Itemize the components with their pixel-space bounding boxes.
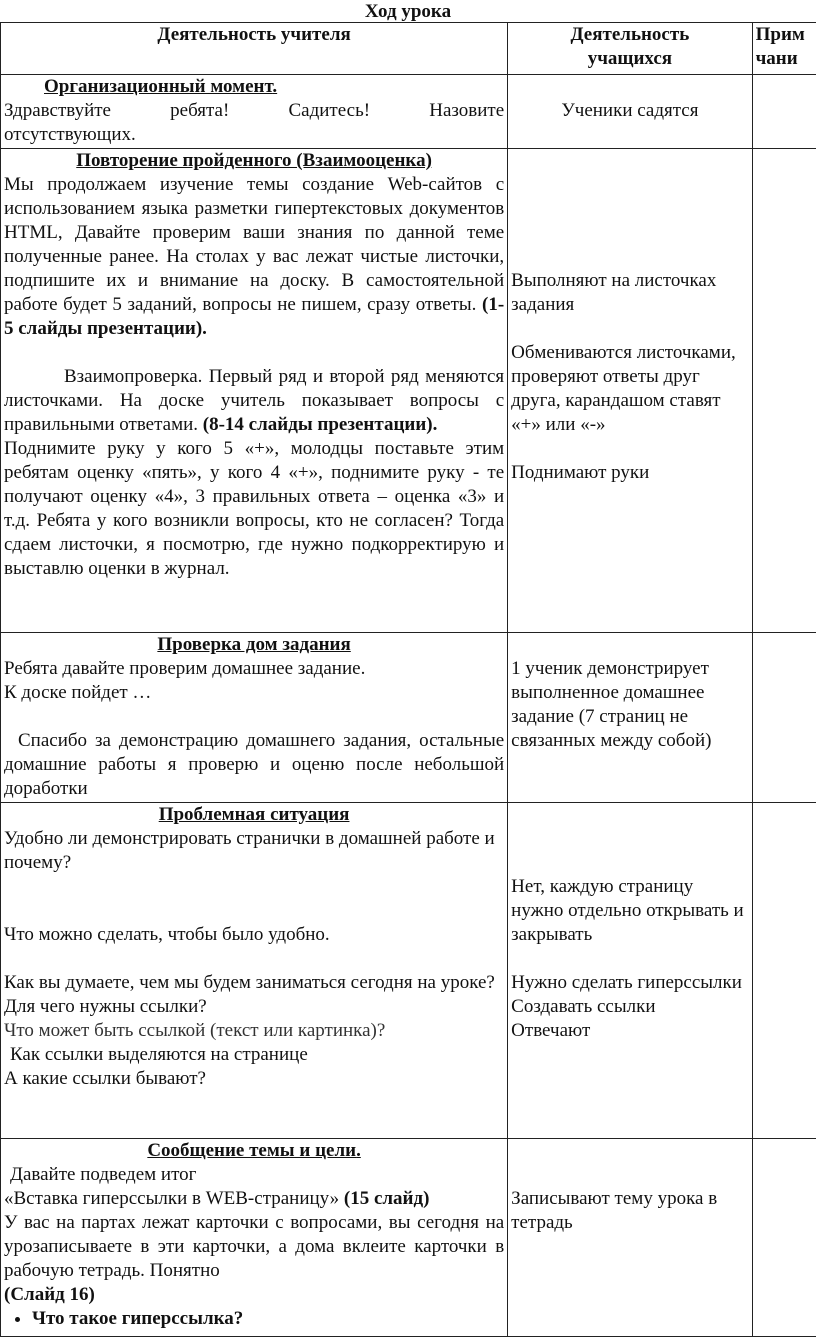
teacher-text: Удобно ли демонстрировать странички в домашней работе и почему? xyxy=(4,827,504,875)
teacher-cell xyxy=(1,803,508,1139)
bullet-list xyxy=(4,1307,504,1331)
notes-cell xyxy=(752,1139,816,1337)
section-title: Организационный момент. xyxy=(4,75,504,99)
teacher-text: У вас на партах лежат карточки с вопросами, вы сегодня на урозаписываете в эти карточки, а дома вклеите карточки в рабочую тетрадь. Понятно xyxy=(4,1211,504,1283)
teacher-text: Мы продолжаем изучение темы создание Web-сайтов с использованием языка разметки гипертекстовых документов HTML, Давайте проверим ваши знания по данной теме полученные ранее. На столах у вас лежат чистые листочки, подпишите их и внимание на доску. В самостоятельной работе будет 5 заданий, вопросы не пишем, сразу ответы. (1-5 слайды презентации). xyxy=(4,173,504,341)
page-title: Ход урока xyxy=(0,2,816,22)
notes-cell xyxy=(752,149,816,633)
teacher-text: Давайте подведем итог xyxy=(4,1163,504,1187)
teacher-cell xyxy=(1,75,508,149)
students-text: Отвечают xyxy=(511,1019,748,1043)
notes-cell xyxy=(752,75,816,149)
students-text: 1 ученик демонстрирует выполненное домашнее задание (7 страниц не связанных между собой) xyxy=(511,657,748,753)
teacher-cell xyxy=(1,1139,508,1337)
students-cell xyxy=(508,633,752,803)
section-title: Проблемная ситуация xyxy=(4,803,504,827)
table-row xyxy=(1,803,816,1139)
students-text: Обмениваются листочками, проверяют ответы друг друга, карандашом ставят «+» или «-» xyxy=(511,341,748,437)
header-students xyxy=(508,23,752,75)
header-notes-line1: Прим xyxy=(756,23,816,47)
teacher-text: Поднимите руку у кого 5 «+», молодцы поставьте этим ребятам оценку «пять», у кого 4 «+», поднимите руку - те получают оценку «4», 3 правильных ответа – оценка «3» и т.д. Ребята у кого возникли вопросы, кто не согласен? Тогда сдаем листочки, я посмотрю, где нужно подкорректирую и выставлю оценки в журнал. xyxy=(4,437,504,581)
section-title: Проверка дом задания xyxy=(4,633,504,657)
students-text: Создавать ссылки xyxy=(511,995,748,1019)
section-title: Повторение пройденного (Взаимооценка) xyxy=(4,149,504,173)
teacher-cell xyxy=(1,149,508,633)
teacher-text: Как вы думаете, чем мы будем заниматься сегодня на уроке? xyxy=(4,971,504,995)
teacher-text: Как ссылки выделяются на странице xyxy=(4,1043,504,1067)
header-teacher: Деятельность учителя xyxy=(1,23,508,75)
teacher-text: Что может быть ссылкой (текст или картинка)? xyxy=(4,1019,504,1043)
section-title: Сообщение темы и цели. xyxy=(4,1139,504,1163)
teacher-text: К доске пойдет … xyxy=(4,681,504,705)
header-students-line2: учащихся xyxy=(511,47,748,71)
table-row xyxy=(1,1139,816,1337)
teacher-text: Взаимопроверка. Первый ряд и второй ряд меняются листочками. На доске учитель показывает вопросы с правильными ответами. (8-14 слайды презентации). xyxy=(4,365,504,437)
students-text: Выполняют на листочках задания xyxy=(511,269,748,317)
teacher-text: Что можно сделать, чтобы было удобно. xyxy=(4,923,504,947)
table-header-row xyxy=(1,23,816,75)
students-cell xyxy=(508,1139,752,1337)
teacher-text: А какие ссылки бывают? xyxy=(4,1067,504,1091)
notes-cell xyxy=(752,633,816,803)
students-cell xyxy=(508,75,752,149)
students-text: Ученики садятся xyxy=(511,99,748,123)
teacher-text: отсутствующих. xyxy=(4,123,504,147)
students-text: Нужно сделать гиперссылки xyxy=(511,971,748,995)
table-row xyxy=(1,149,816,633)
teacher-text: Здравствуйте ребята! Садитесь! Назовите xyxy=(4,99,504,123)
teacher-text: (Слайд 16) xyxy=(4,1283,504,1307)
students-cell xyxy=(508,803,752,1139)
students-cell xyxy=(508,149,752,633)
header-notes-line2: чани xyxy=(756,47,816,71)
teacher-text: «Вставка гиперссылки в WEB-страницу» (15 слайд) xyxy=(4,1187,504,1211)
teacher-text: Спасибо за демонстрацию домашнего задания, остальные домашние работы я проверю и оценю после небольшой доработки xyxy=(4,729,504,801)
students-text: Нет, каждую страницу нужно отдельно открывать и закрывать xyxy=(511,875,748,947)
students-text: Записывают тему урока в тетрадь xyxy=(511,1187,748,1235)
table-row xyxy=(1,633,816,803)
header-notes xyxy=(752,23,816,75)
teacher-text: Ребята давайте проверим домашнее задание. xyxy=(4,657,504,681)
lesson-plan-table xyxy=(0,22,816,1337)
header-students-line1: Деятельность xyxy=(511,23,748,47)
students-text: Поднимают руки xyxy=(511,461,748,485)
teacher-text: Для чего нужны ссылки? xyxy=(4,995,504,1019)
teacher-cell xyxy=(1,633,508,803)
table-row xyxy=(1,75,816,149)
notes-cell xyxy=(752,803,816,1139)
list-item: • Что такое гиперссылка? xyxy=(32,1307,504,1331)
